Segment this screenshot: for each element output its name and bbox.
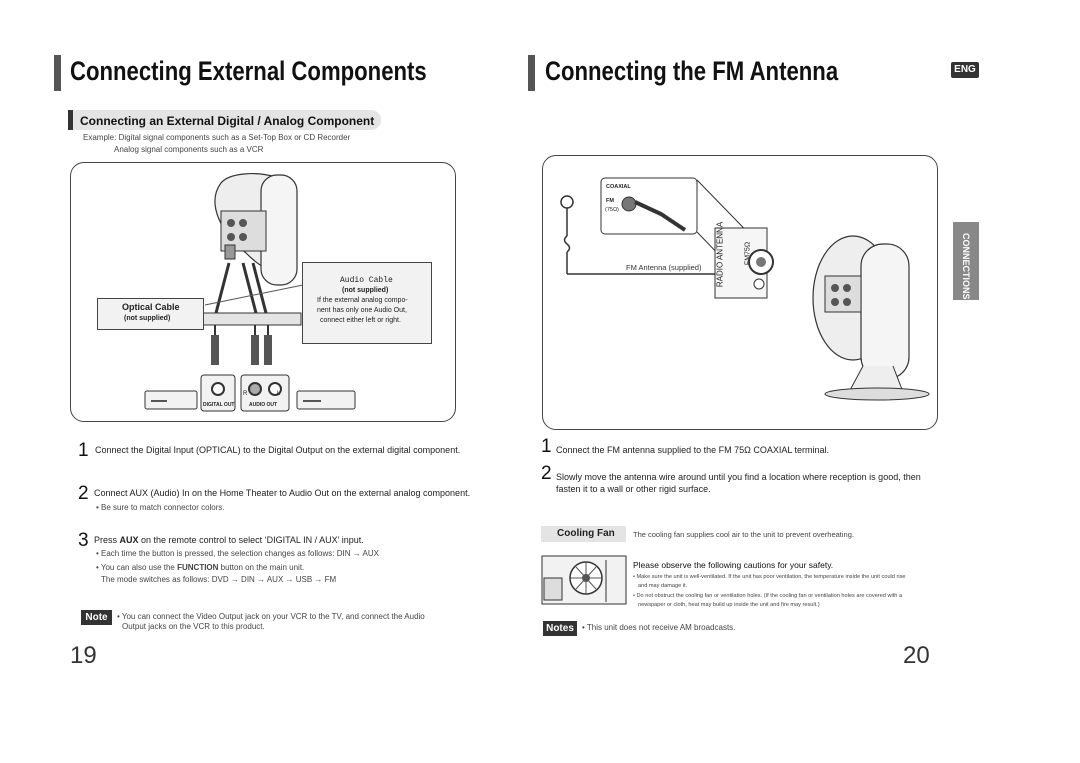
step-2-number-right: 2 (541, 463, 552, 484)
step-3-bullet-1: • Each time the button is pressed, the selection changes as follows: DIN → AUX (96, 549, 379, 558)
eng-badge: ENG (951, 62, 979, 78)
cooling-fan-illustration (540, 550, 628, 608)
step-2-bullet-left: • Be sure to match connector colors. (96, 503, 225, 512)
notes-badge: Notes (543, 621, 577, 636)
bullet-2-post: button on the main unit. (218, 563, 305, 572)
page-title-right: Connecting the FM Antenna (545, 56, 839, 86)
ohm-label: (75Ω) (605, 207, 619, 213)
step-3-number-left: 3 (78, 530, 89, 551)
step-3-pre: Press (94, 535, 120, 545)
optical-cable-sub: (not supplied) (124, 315, 171, 322)
radio-antenna-label: RADIO ANTENNA (715, 221, 725, 288)
bullet-2-bold: FUNCTION (177, 563, 219, 572)
connections-side-label: CONNECTIONS (961, 233, 971, 300)
caution-1a: • Make sure the unit is well-ventilated. If the unit has poor ventilation, the temperature inside the unit could rise (633, 574, 906, 580)
step-1-number-left: 1 (78, 440, 89, 461)
step-3-text-left (94, 535, 364, 545)
audio-cable-label: Audio Cable (340, 276, 393, 285)
audio-out-label: AUDIO OUT (249, 402, 278, 408)
notes-text: • This unit does not receive AM broadcasts. (582, 623, 736, 632)
caution-2a: • Do not obstruct the cooling fan or ventilation holes. (If the cooling fan or ventilation holes are covered with a (633, 593, 903, 599)
fm-antenna-supplied: FM Antenna (supplied) (626, 263, 702, 272)
fm75-label: FM75Ω (744, 241, 752, 266)
step-3-post: on the remote control to select ‘DIGITAL IN / AUX’ input. (138, 535, 364, 545)
audio-note-3: connect either left or right. (320, 317, 401, 324)
note-line-2: Output jacks on the VCR to this product. (122, 622, 265, 631)
audio-note-1: If the external analog compo- (317, 297, 408, 304)
step-3-bullet-3: The mode switches as follows: DVD → DIN → AUX → USB → FM (101, 575, 337, 584)
audio-note-2: nent has only one Audio Out, (317, 307, 407, 314)
cooling-fan-text: The cooling fan supplies cool air to the unit to prevent overheating. (633, 530, 854, 539)
caution-2b: newspaper or cloth, heat may build up inside the unit and fire may result.) (638, 602, 820, 608)
cooling-fan-label: Cooling Fan (557, 528, 615, 539)
r-label: R (243, 391, 248, 397)
step-2-text-right-2: fasten it to a wall or other rigid surface. (556, 484, 711, 494)
digital-out-label: DIGITAL OUT (203, 402, 235, 408)
step-3-bullet-2 (96, 562, 304, 573)
l-label: L (277, 391, 281, 397)
audio-cable-sub: (not supplied) (342, 287, 389, 294)
coaxial-label: COAXIAL (606, 184, 631, 190)
step-3-bold: AUX (119, 535, 139, 545)
optical-cable-label: Optical Cable (122, 302, 180, 312)
step-1-text-left: Connect the Digital Input (OPTICAL) to the Digital Output on the external digital component. (95, 445, 461, 455)
page-title-left: Connecting External Components (70, 56, 427, 86)
step-1-text-right: Connect the FM antenna supplied to the FM 75Ω COAXIAL terminal. (556, 445, 830, 455)
step-1-number-right: 1 (541, 436, 552, 457)
step-2-text-left: Connect AUX (Audio) In on the Home Theater to Audio Out on the external analog component. (94, 488, 471, 498)
fm-label: FM (606, 198, 614, 204)
antenna-diagram (542, 155, 938, 430)
subheading-left: Connecting an External Digital / Analog Component (80, 114, 375, 128)
title-bar-right (528, 55, 535, 91)
step-2-number-left: 2 (78, 483, 89, 504)
bullet-2-pre: • You can also use the (96, 563, 178, 572)
caution-1b: and may damage it. (638, 583, 688, 589)
note-line-1: • You can connect the Video Output jack on your VCR to the TV, and connect the Audio (117, 612, 425, 621)
page-number-left: 19 (70, 642, 97, 669)
page-number-right: 20 (903, 642, 930, 669)
step-2-text-right-1: Slowly move the antenna wire around until you find a location where reception is good, then (556, 472, 921, 482)
example-line-1: Example: Digital signal components such as a Set-Top Box or CD Recorder (83, 133, 351, 142)
antenna-diagram-svg (543, 156, 937, 429)
caution-heading: Please observe the following cautions for your safety. (633, 560, 834, 570)
title-bar-left (54, 55, 61, 91)
note-badge: Note (81, 610, 112, 625)
example-line-2: Analog signal components such as a VCR (114, 145, 264, 154)
